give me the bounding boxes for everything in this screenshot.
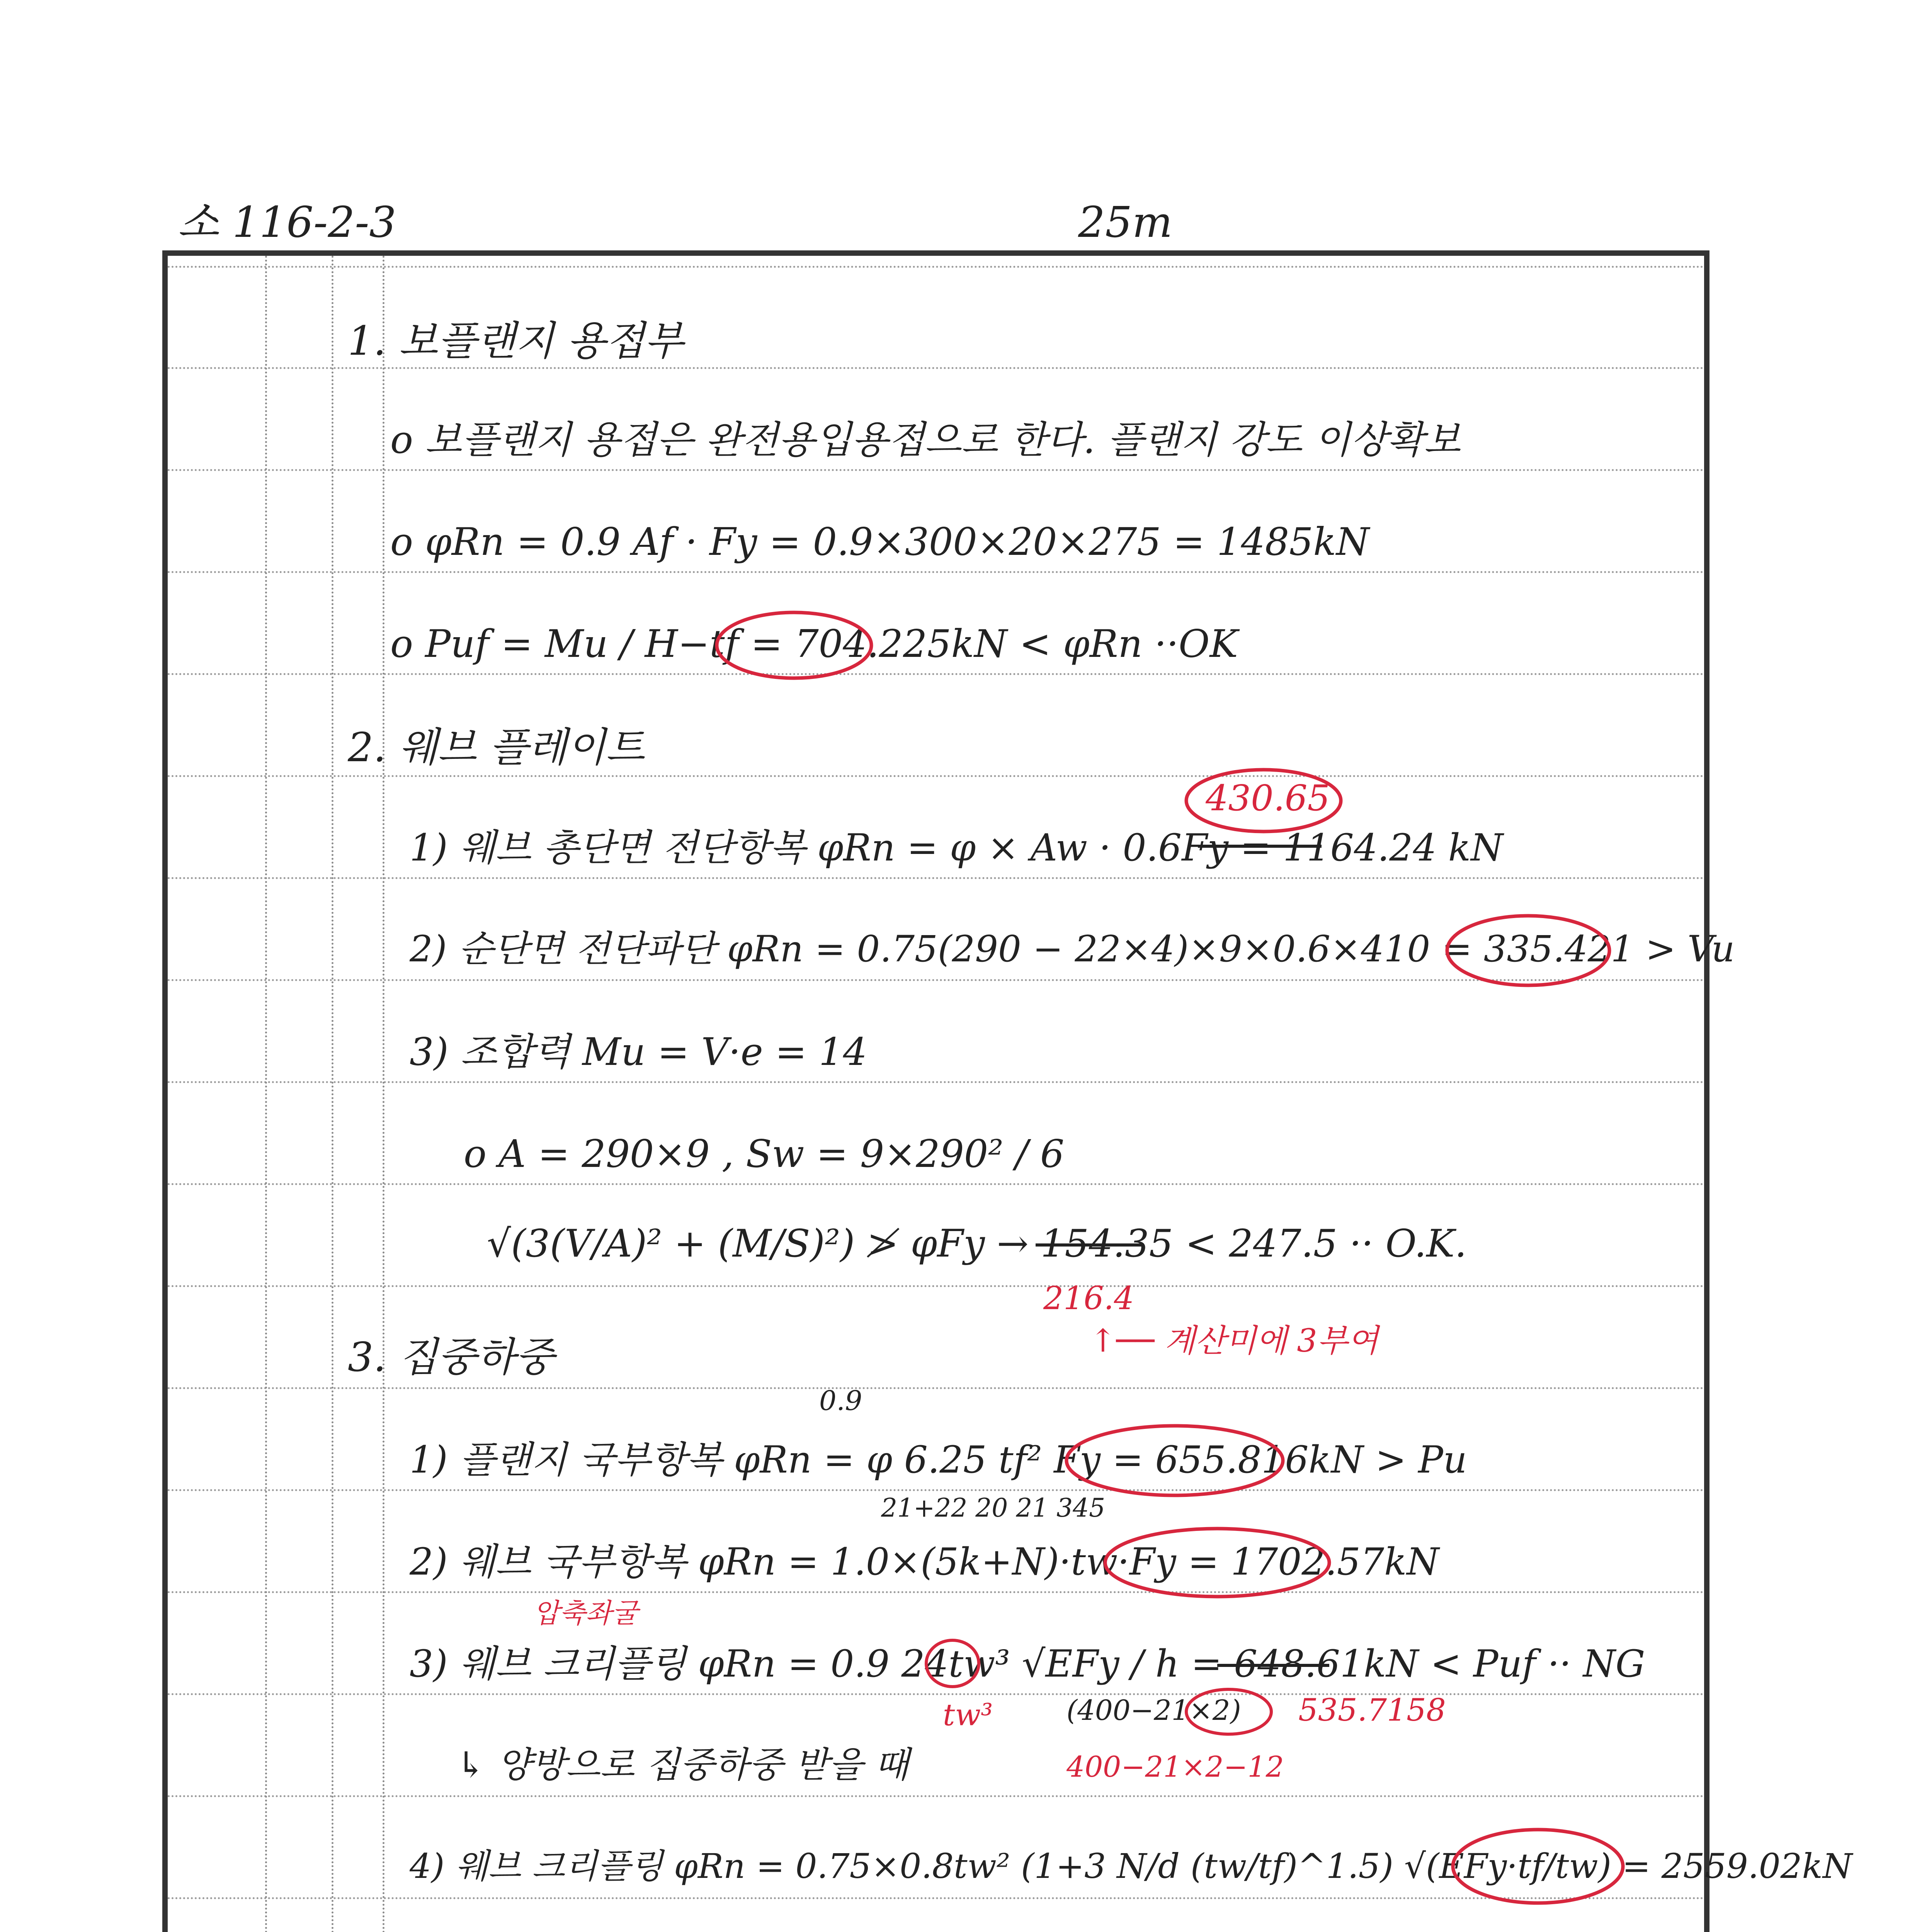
superscript-note: 0.9 [819,1385,862,1417]
correction-note: 400−21×2−12 [1067,1750,1284,1784]
correction-note: 압축좌굴 [533,1597,638,1629]
correction-circle [1186,1689,1271,1734]
section-2-title: 2. 웨브 플레이트 [348,724,645,771]
correction-value: 216.4 [1043,1280,1134,1317]
section-3-line-4: ↳ 양방으로 집중하중 받을 때 [456,1744,909,1786]
section-2-line-1: 1) 웨브 총단면 전단항복 φRn = φ × Aw · 0.6Fy = 1164.24 kN [410,826,1504,869]
section-2-line-2: 2) 순단면 전단파단 φRn = 0.75(290 − 22×4)×9×0.6×410 = 335.421 > Vu [410,928,1735,970]
section-1-line-3: ο Puf = Mu / H−tf = 704.225kN < φRn ··OK [390,622,1238,666]
section-2-line-4: ο A = 290×9 , Sw = 9×290² / 6 [464,1132,1065,1176]
section-2-line-5: √(3(V/A)² + (M/S)²) ≯ φFy → 154.35 < 247.5 ·· O.K. [487,1222,1467,1266]
depth-label: 25m [1078,197,1173,247]
section-1-line-2: ο φRn = 0.9 Af · Fy = 0.9×300×20×275 = 1485kN [390,520,1369,564]
correction-value: 430.65 [1206,777,1330,819]
section-3-title: 3. 집중하중 [348,1333,555,1381]
section-3-line-2: 2) 웨브 국부항복 φRn = 1.0×(5k+N)·tw·Fy = 1702.57kN [410,1540,1439,1583]
correction-circle [1453,1830,1623,1903]
section-1-title: 1. 보플랜지 용접부 [348,317,684,364]
correction-circle [1105,1529,1329,1597]
correction-circle [1067,1426,1283,1495]
section-3-line-5: 4) 웨브 크리플링 φRn = 0.75×0.8tw² (1+3 N/d (tw/tf)^1.5) √(EFy·tf/tw) = 2559.02kN [410,1846,1852,1886]
section-1-line-1: ο 보플랜지 용접은 완전용입용접으로 한다. 플랜지 강도 이상확보 [390,418,1461,462]
correction-circle [926,1640,979,1687]
denominator-note: (400−21×2) [1067,1694,1241,1726]
section-2-line-3: 3) 조합력 Mu = V·e = 14 [410,1030,867,1074]
correction-circle [1447,916,1609,985]
correction-circle [1186,770,1341,832]
correction-note: ↑── 계산미에 3부여 [1090,1323,1379,1359]
section-3-line-1: 1) 플랜지 국부항복 φRn = φ 6.25 tf² Fy = 655.816kN > Pu [410,1438,1467,1481]
section-3-line-3: 3) 웨브 크리플링 φRn = 0.9 24tw³ √EFy / h = 648.61kN < Puf ·· NG [410,1642,1645,1685]
correction-value: 535.7158 [1298,1692,1446,1728]
correction-circle [717,612,871,678]
correction-value: tw³ [943,1698,993,1733]
document-ref: 소 116-2-3 [178,197,396,247]
superscript-note: 21+22 20 21 345 [881,1493,1106,1523]
